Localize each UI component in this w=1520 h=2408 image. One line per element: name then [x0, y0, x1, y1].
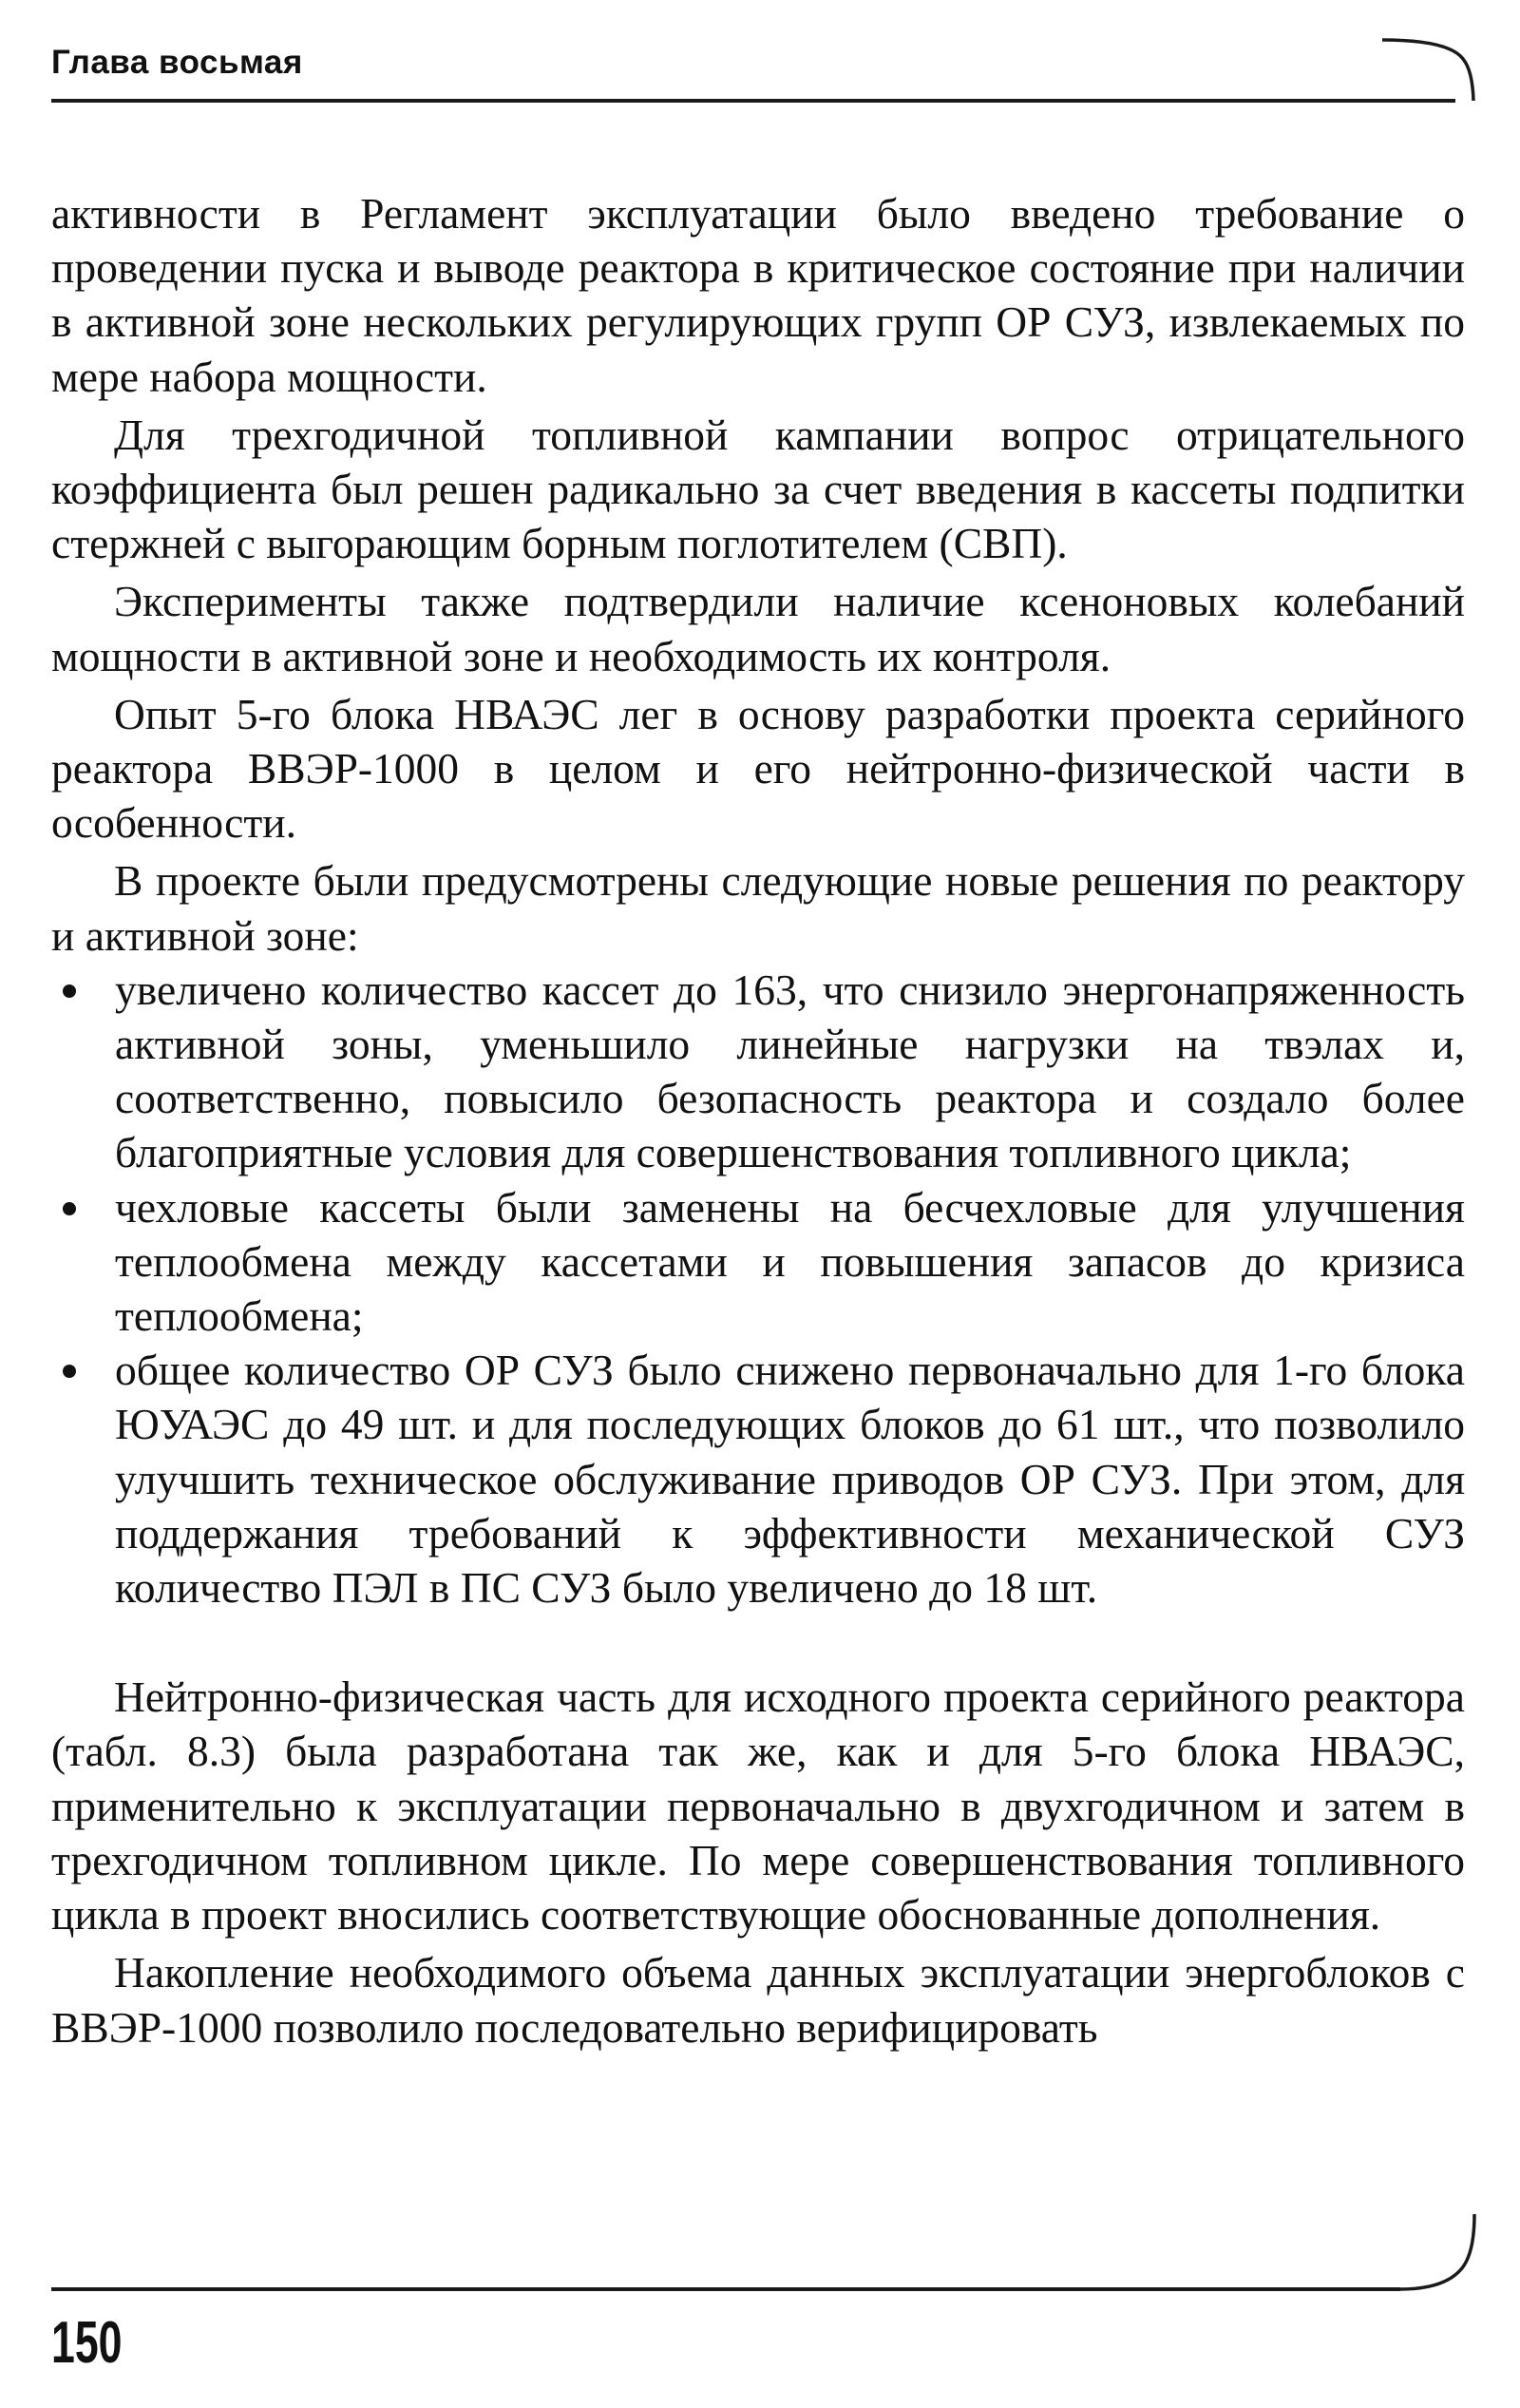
- list-item: [51, 1180, 1465, 1344]
- paragraph-2: Для трехгодичной топливной кампании вопрос отрицательного коэффициента был решен радикально за счет введения в кассеты подпитки стержней с выгорающим борным поглотителем (СВП).: [51, 410, 1465, 568]
- list-item-text: общее количество ОР СУЗ было снижено первоначально для 1-го блока ЮУАЭС до 49 шт. и для последующих блоков до 61 шт., что позволило улучшить техническое обслуживание приводов ОР СУЗ. При этом, для поддержания требований к эффективности механической СУЗ количество ПЭЛ в ПС СУЗ было увеличено до 18 шт.: [115, 1346, 1465, 1613]
- bullet-list: [51, 963, 1465, 1615]
- list-item: [51, 1343, 1465, 1615]
- page-body: [51, 186, 1465, 2054]
- header-rule: [51, 99, 1455, 103]
- paragraph-5: В проекте были предусмотрены следующие новые решения по реактору и активной зоне:: [51, 856, 1465, 960]
- list-item-text: чехловые кассеты были заменены на бесчехловые для улучшения теплообмена между кассетами и повышения запасов до кризиса теплообмена;: [115, 1182, 1465, 1341]
- bullet-icon: [63, 984, 76, 998]
- chapter-title: Глава восьмая: [51, 44, 303, 81]
- bullet-icon: [63, 1365, 76, 1378]
- header-corner-flourish: [1382, 38, 1487, 114]
- paragraph-7: Накопление необходимого объема данных эксплуатации энергоблоков с ВВЭР-1000 позволило последовательно верифицировать: [51, 1948, 1465, 2052]
- paragraph-3: Эксперименты также подтвердили наличие ксеноновых колебаний мощности в активной зоне и необходимость их контроля.: [51, 577, 1465, 680]
- footer-rule: [51, 2287, 1400, 2291]
- paragraph-4: Опыт 5-го блока НВАЭС лег в основу разработки проекта серийного реактора ВВЭР-1000 в целом и его нейтронно-физической части в особенности.: [51, 689, 1465, 848]
- list-item-text: увеличено количество кассет до 163, что снизило энергонапряженность активной зоны, уменьшило линейные нагрузки на твэлах и, соответственно, повысило безопасность реактора и создало более благоприятные условия для совершенствования топливного цикла;: [115, 965, 1465, 1177]
- bullet-icon: [63, 1202, 76, 1215]
- footer-corner-flourish: [1387, 2214, 1492, 2300]
- paragraph-1: активности в Регламент эксплуатации было введено требование о проведении пуска и выводе реактора в критическое состояние при наличии в активной зоне нескольких регулирующих групп ОР СУЗ, извлекаемых по мере набора мощности.: [51, 189, 1465, 401]
- list-item: [51, 963, 1465, 1180]
- paragraph-6: Нейтронно-физическая часть для исходного проекта серийного реактора (табл. 8.3) была разработана так же, как и для 5-го блока НВАЭС, применительно к эксплуатации первоначально в двухгодичном и затем в трехгодичном топливном цикле. По мере совершенствования топливного цикла в проект вносились соответствующие обоснованные дополнения.: [51, 1672, 1465, 1940]
- page-number: 150: [51, 2310, 123, 2376]
